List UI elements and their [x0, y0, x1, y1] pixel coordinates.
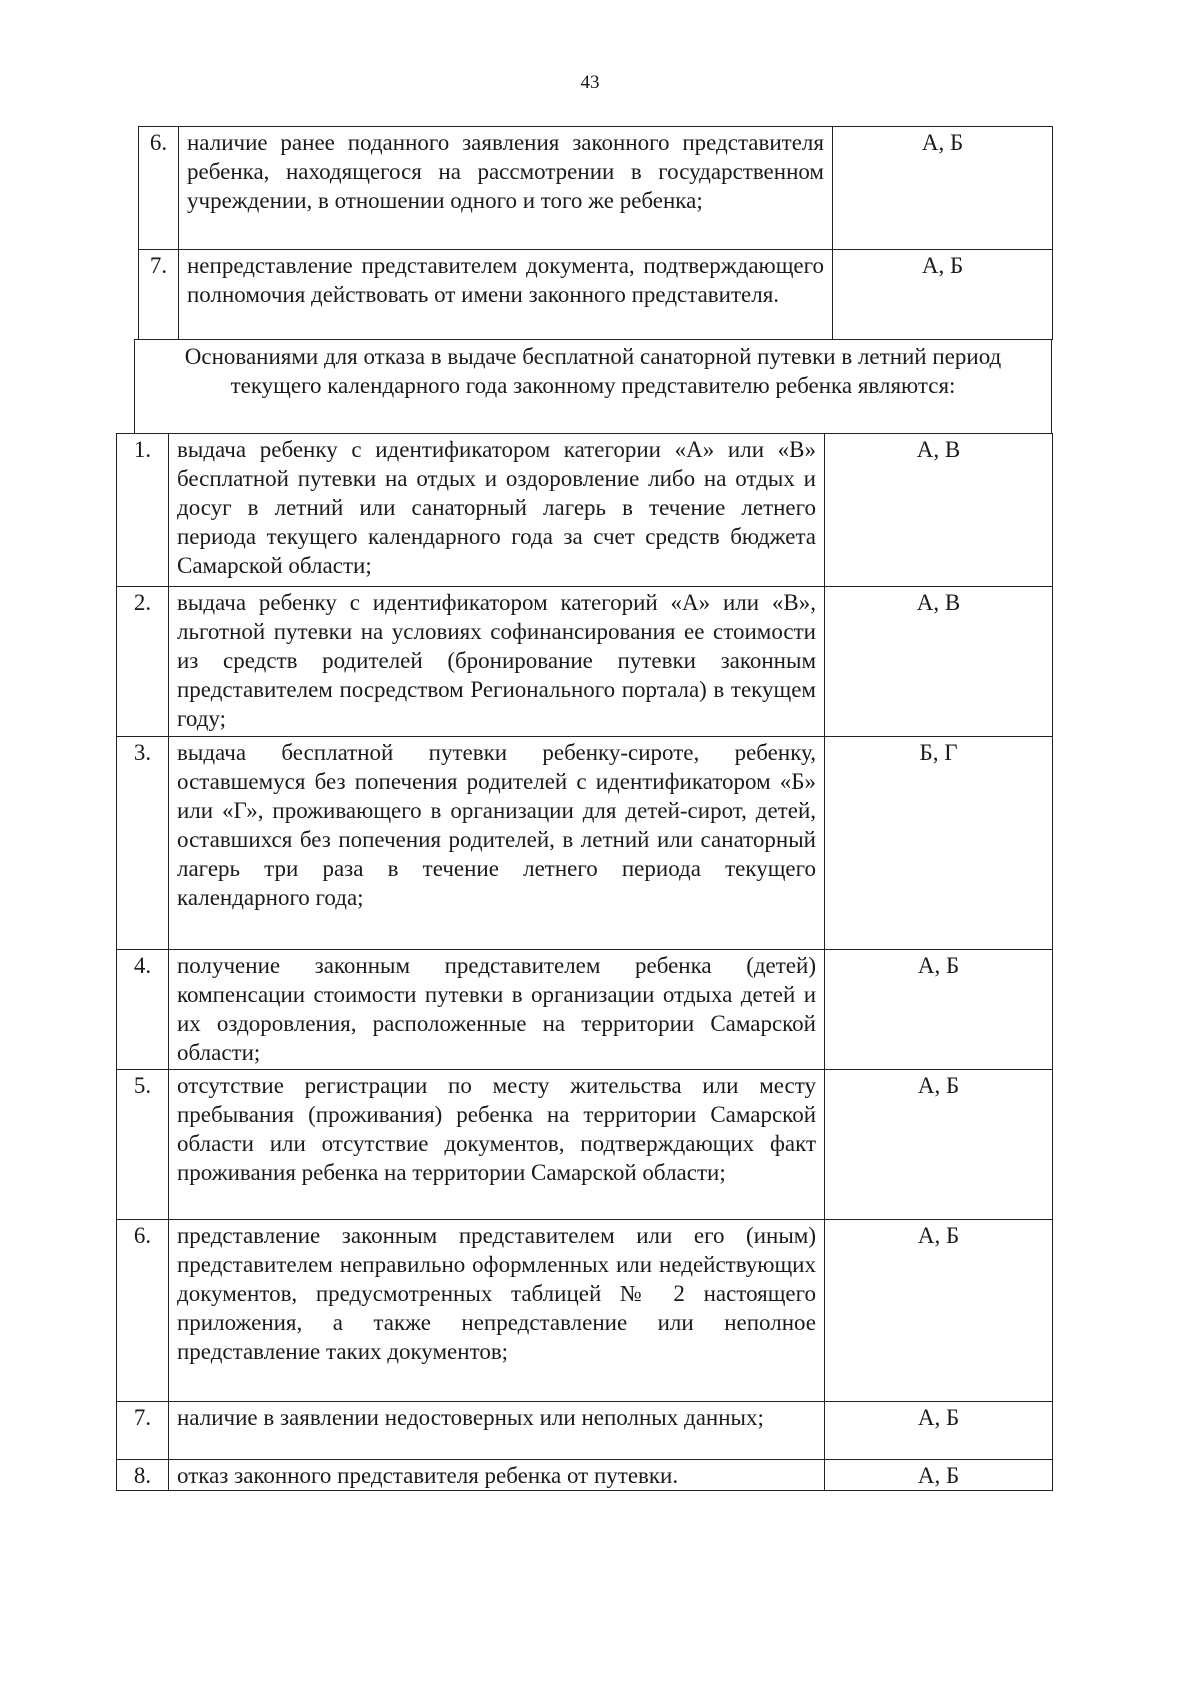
row-codes: А, Б [825, 1460, 1053, 1491]
row-codes: А, Б [825, 1220, 1053, 1402]
row-text: выдача ребенку с идентификатором категории «А» или «В» бесплатной путевки на отдых и оздоровление либо на отдых и досуг в летний или санаторный лагерь в течение летнего периода текущего календарного года за счет средств бюджета Самарской области; [169, 434, 825, 587]
table-row [117, 587, 1053, 737]
row-number: 6. [117, 1220, 169, 1402]
page-number: 43 [580, 72, 600, 93]
table-row [139, 127, 1053, 250]
table-row [117, 434, 1053, 587]
row-number: 4. [117, 950, 169, 1070]
row-number: 7. [139, 250, 179, 340]
row-codes: А, Б [825, 1070, 1053, 1220]
row-codes: А, Б [825, 1402, 1053, 1460]
row-text: отказ законного представителя ребенка от путевки. [169, 1460, 825, 1491]
row-number: 7. [117, 1402, 169, 1460]
row-text: представление законным представителем или его (иным) представителем неправильно оформленных или недействующих документов, предусмотренных таблицей № 2 настоящего приложения, а также непредставление или неполное представление таких документов; [169, 1220, 825, 1402]
row-codes: А, В [825, 434, 1053, 587]
row-text: выдача ребенку с идентификатором категорий «А» или «В», льготной путевки на условиях софинансирования ее стоимости из средств родителей (бронирование путевки законным представителем посредством Регионального портала) в текущем году; [169, 587, 825, 737]
table-top [138, 126, 1053, 340]
row-codes: Б, Г [825, 737, 1053, 950]
table-row [117, 1460, 1053, 1491]
row-text: непредставление представителем документа, подтверждающего полномочия действовать от имени законного представителя. [179, 250, 833, 340]
row-number: 8. [117, 1460, 169, 1491]
row-text: получение законным представителем ребенка (детей) компенсации стоимости путевки в организации отдыха детей и их оздоровления, расположенные на территории Самарской области; [169, 950, 825, 1070]
row-number: 3. [117, 737, 169, 950]
row-codes: А, В [825, 587, 1053, 737]
row-text: наличие в заявлении недостоверных или неполных данных; [169, 1402, 825, 1460]
row-number: 1. [117, 434, 169, 587]
row-codes: А, Б [825, 950, 1053, 1070]
table-bottom [116, 433, 1053, 1491]
row-text: отсутствие регистрации по месту жительства или месту пребывания (проживания) ребенка на территории Самарской области или отсутствие документов, подтверждающих факт проживания ребенка на территории Самарской области; [169, 1070, 825, 1220]
row-number: 2. [117, 587, 169, 737]
row-number: 5. [117, 1070, 169, 1220]
table-row [117, 1070, 1053, 1220]
table-row [117, 737, 1053, 950]
table-row [117, 950, 1053, 1070]
row-codes: А, Б [833, 250, 1053, 340]
table-row [117, 1402, 1053, 1460]
row-text: выдача бесплатной путевки ребенку-сироте, ребенку, оставшемуся без попечения родителей с идентификатором «Б» или «Г», проживающего в организации для детей-сирот, детей, оставшихся без попечения родителей, в летний или санаторный лагерь три раза в течение летнего периода текущего календарного года; [169, 737, 825, 950]
section-header: Основаниями для отказа в выдаче бесплатной санаторной путевки в летний период текущего календарного года законному представителю ребенка являются: [135, 340, 1052, 434]
table-row [117, 1220, 1053, 1402]
row-number: 6. [139, 127, 179, 250]
table-section-header [134, 339, 1052, 434]
row-codes: А, Б [833, 127, 1053, 250]
row-text: наличие ранее поданного заявления законного представителя ребенка, находящегося на рассмотрении в государственном учреждении, в отношении одного и того же ребенка; [179, 127, 833, 250]
table-row [139, 250, 1053, 340]
